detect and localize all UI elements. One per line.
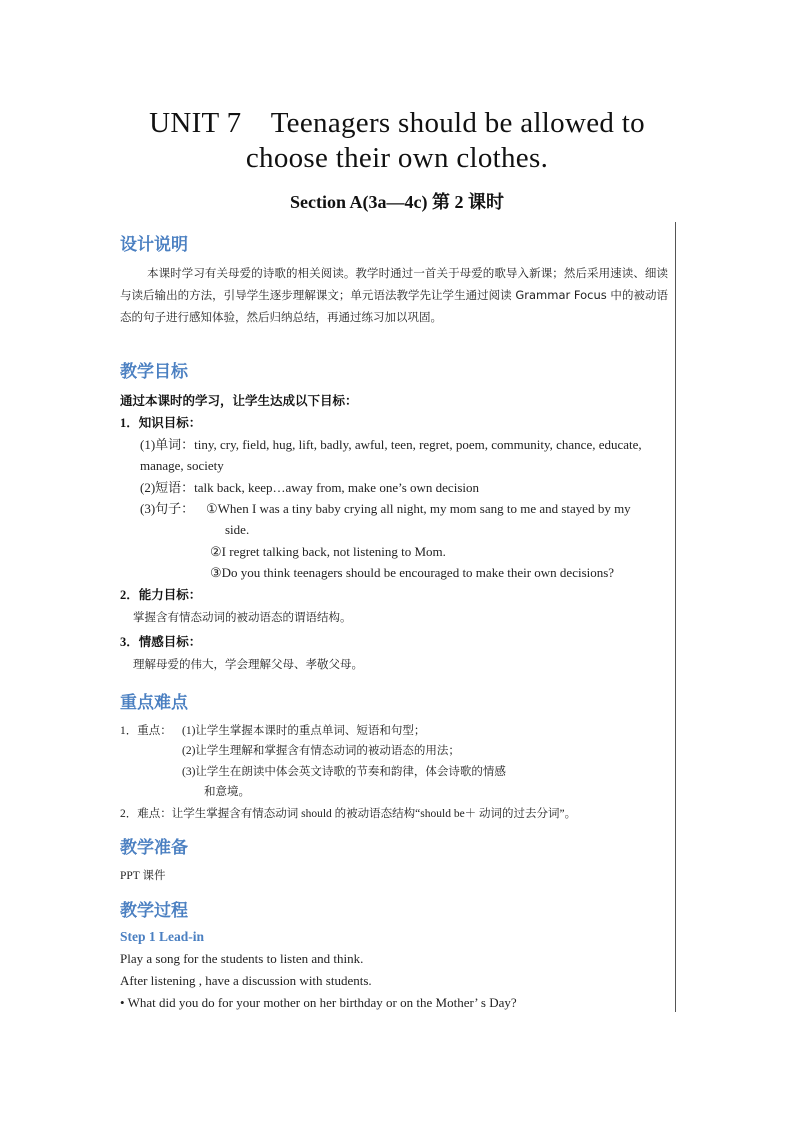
difficulty-line: 2．难点：让学生掌握含有情态动词 should 的被动语态结构“should be＋ 动词的过去分词”。	[120, 808, 577, 820]
emotion-label: 3．情感目标：	[120, 635, 202, 649]
keypoints-heading: 重点难点	[120, 693, 188, 713]
process-line1: Play a song for the students to listen and think.	[120, 951, 364, 966]
key-item1: (1)让学生掌握本课时的重点单词、短语和句型；	[182, 725, 426, 737]
key-item3-line1: (3)让学生在朗读中体会英文诗歌的节奏和韵律，体会诗歌的情感	[182, 766, 506, 778]
words-line1: (1)单词：tiny, cry, field, hug, lift, badly, awful, teen, regret, poem, community, chance, educate,	[140, 437, 642, 452]
ability-label: 2．能力目标：	[120, 588, 202, 602]
sentence1-line1: ①When I was a tiny baby crying all night, my mom sang to me and stayed by my	[206, 501, 631, 516]
preparation-text: PPT 课件	[120, 870, 166, 882]
key-label: 1．重点：	[120, 725, 172, 737]
margin-rule	[675, 222, 676, 1012]
process-line2: After listening , have a discussion with students.	[120, 973, 372, 988]
unit-title-line1: UNIT 7 Teenagers should be allowed to	[149, 107, 645, 139]
objectives-heading: 教学目标	[120, 362, 188, 382]
design-heading: 设计说明	[120, 235, 188, 255]
design-paragraph: 本课时学习有关母爱的诗歌的相关阅读。教学时通过一首关于母爱的歌导入新课；然后采用速读、细读与读后输出的方法，引导学生逐步理解课文；单元语法教学先让学生通过阅读 Grammar Focus 中的被动语态的句子进行感知体验，然后归纳总结，再通过练习加以巩固。	[120, 266, 668, 324]
step1-heading: Step 1 Lead-in	[120, 929, 205, 944]
key-item2: (2)让学生理解和掌握含有情态动词的被动语态的用法；	[182, 745, 460, 757]
section-subtitle: Section A(3a—4c) 第 2 课时	[290, 192, 504, 212]
words-line2: manage, society	[140, 458, 224, 473]
sentences-label: (3)句子：	[140, 501, 195, 516]
sentence1-line2: side.	[225, 522, 250, 537]
process-line3: • What did you do for your mother on her birthday or on the Mother’ s Day?	[120, 995, 517, 1010]
objectives-intro: 通过本课时的学习，让学生达成以下目标：	[120, 394, 358, 408]
process-heading: 教学过程	[120, 901, 188, 921]
knowledge-label: 1．知识目标：	[120, 416, 202, 430]
ability-text: 掌握含有情态动词的被动语态的谓语结构。	[133, 612, 352, 624]
preparation-heading: 教学准备	[120, 838, 188, 858]
sentence2-line: ②I regret talking back, not listening to Mom.	[210, 544, 446, 559]
unit-title-line2: choose their own clothes.	[245, 142, 549, 174]
sentence3-line: ③Do you think teenagers should be encouraged to make their own decisions?	[210, 565, 615, 580]
phrases-line: (2)短语：talk back, keep…away from, make one’s own decision	[140, 480, 479, 495]
emotion-text: 理解母爱的伟大，学会理解父母、孝敬父母。	[133, 659, 363, 671]
key-item3-line2: 和意境。	[204, 786, 250, 798]
